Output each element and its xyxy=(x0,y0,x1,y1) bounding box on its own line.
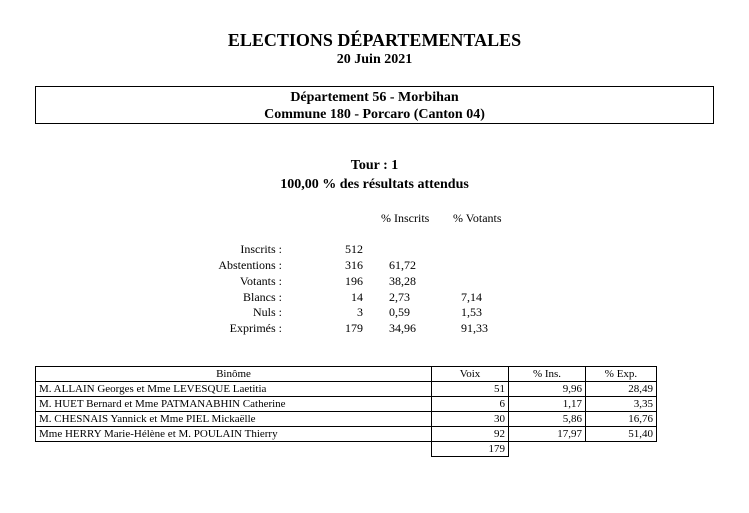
stat-pct-inscrits: 2,73 xyxy=(389,290,410,304)
stat-pct-inscrits: 38,28 xyxy=(389,274,416,288)
stat-pct-votants: 1,53 xyxy=(461,305,482,319)
candidate-voix: 30 xyxy=(432,412,509,427)
stat-pct-inscrits: 34,96 xyxy=(389,321,416,335)
stat-value: 196 xyxy=(345,274,363,288)
candidate-pct-exp: 51,40 xyxy=(586,427,657,442)
stat-label: Blancs : xyxy=(243,290,282,304)
stat-pct-inscrits: 0,59 xyxy=(389,305,410,319)
header-pct-exp: % Exp. xyxy=(586,367,657,382)
candidate-name: Mme HERRY Marie-Hélène et M. POULAIN Thierry xyxy=(36,427,432,442)
stat-label: Exprimés : xyxy=(229,321,282,335)
election-date: 20 Juin 2021 xyxy=(336,52,413,67)
results-expected-label: 100,00 % des résultats attendus xyxy=(280,177,469,192)
candidate-voix: 51 xyxy=(432,382,509,397)
page-title: ELECTIONS DÉPARTEMENTALES xyxy=(227,30,522,50)
stat-label: Abstentions : xyxy=(218,258,282,272)
candidate-pct-ins: 9,96 xyxy=(509,382,586,397)
total-spacer xyxy=(36,442,432,457)
candidate-name: M. ALLAIN Georges et Mme LEVESQUE Laetitia xyxy=(36,382,432,397)
pct-inscrits-header: % Inscrits xyxy=(381,211,430,225)
stat-pct-votants: 91,33 xyxy=(461,321,488,335)
total-voix: 179 xyxy=(432,442,509,457)
table-total-row xyxy=(36,442,657,457)
stat-pct-inscrits: 61,72 xyxy=(389,258,416,272)
total-spacer xyxy=(509,442,586,457)
tour-label: Tour : 1 xyxy=(350,158,399,173)
candidate-voix: 92 xyxy=(432,427,509,442)
stat-value: 512 xyxy=(345,242,363,256)
results-table xyxy=(35,366,657,457)
stat-value: 179 xyxy=(345,321,363,335)
table-row xyxy=(36,397,657,412)
stat-label: Inscrits : xyxy=(240,242,282,256)
pct-votants-header: % Votants xyxy=(453,211,502,225)
candidate-pct-exp: 3,35 xyxy=(586,397,657,412)
table-row xyxy=(36,382,657,397)
header-pct-ins: % Ins. xyxy=(509,367,586,382)
candidate-pct-ins: 17,97 xyxy=(509,427,586,442)
location-box xyxy=(35,86,714,124)
stat-label: Nuls : xyxy=(252,305,282,319)
total-spacer xyxy=(586,442,657,457)
stat-pct-votants: 7,14 xyxy=(461,290,482,304)
table-row xyxy=(36,412,657,427)
header-voix: Voix xyxy=(432,367,509,382)
stat-label: Votants : xyxy=(239,274,282,288)
candidate-voix: 6 xyxy=(432,397,509,412)
candidate-name: M. CHESNAIS Yannick et Mme PIEL Mickaëlle xyxy=(36,412,432,427)
commune-label: Commune 180 - Porcaro (Canton 04) xyxy=(264,107,485,122)
candidate-name: M. HUET Bernard et Mme PATMANABHIN Catherine xyxy=(36,397,432,412)
table-header-row xyxy=(36,367,657,382)
candidate-pct-exp: 16,76 xyxy=(586,412,657,427)
candidate-pct-ins: 1,17 xyxy=(509,397,586,412)
candidate-pct-exp: 28,49 xyxy=(586,382,657,397)
stat-value: 3 xyxy=(357,305,363,319)
table-row xyxy=(36,427,657,442)
stat-value: 316 xyxy=(345,258,363,272)
stat-value: 14 xyxy=(351,290,363,304)
header-binome: Binôme xyxy=(36,367,432,382)
candidate-pct-ins: 5,86 xyxy=(509,412,586,427)
departement-label: Département 56 - Morbihan xyxy=(290,90,459,105)
